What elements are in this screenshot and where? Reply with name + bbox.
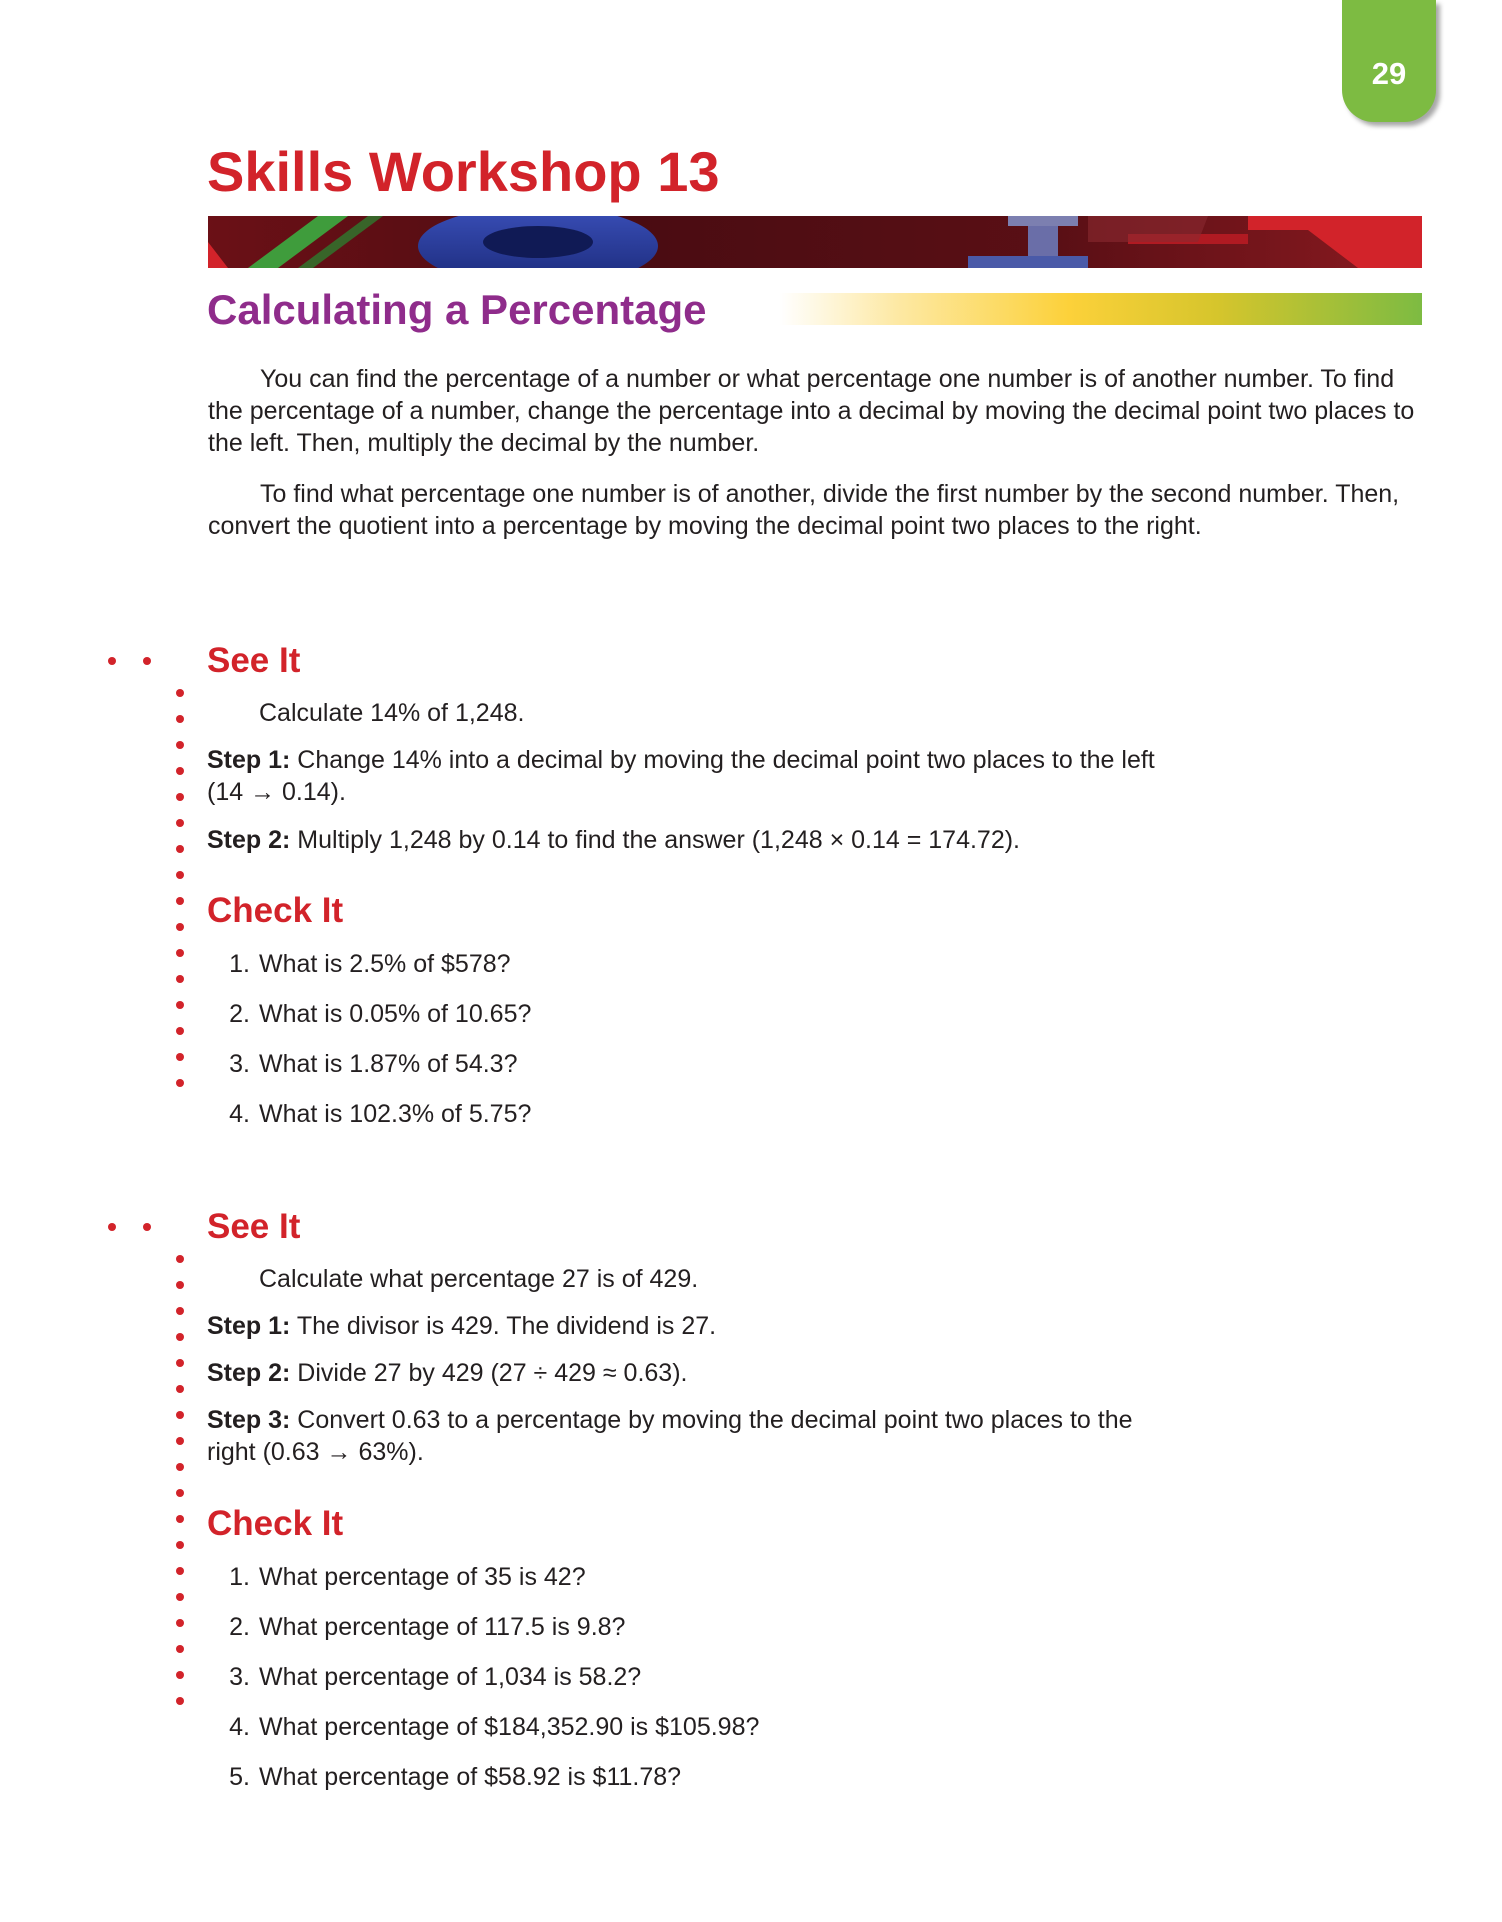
problem-number: 3. (229, 1663, 250, 1691)
step-label: Step 1: (207, 1312, 291, 1340)
problem-text: What is 102.3% of 5.75? (259, 1100, 532, 1128)
problem-number: 1. (229, 1563, 250, 1591)
problem-number: 5. (229, 1763, 250, 1791)
problem-text: What is 1.87% of 54.3? (259, 1050, 518, 1078)
problem-number: 2. (229, 1613, 250, 1641)
dotted-guide-icon (0, 1199, 200, 1759)
problem-text: What percentage of 1,034 is 58.2? (259, 1663, 642, 1691)
step-text: Multiply 1,248 by 0.14 to find the answer (1,248 × 0.14 = 174.72). (290, 826, 1020, 854)
step-text: Convert 0.63 to a percentage by moving the decimal point two places to the right (0.63 → 63%). (207, 1406, 1133, 1466)
step-label: Step 1: (207, 746, 291, 774)
step-2 (207, 1357, 1167, 1389)
problem-text: What is 0.05% of 10.65? (259, 1000, 532, 1028)
intro-paragraph: To find what percentage one number is of another, divide the first number by the second number. Then, convert the quotient into a percentage by moving the decimal point two places to the right. (208, 480, 1400, 540)
problem-number: 4. (229, 1100, 250, 1128)
banner-graphic (208, 216, 1422, 268)
problem-number: 1. (229, 950, 250, 978)
problem-text: What percentage of 117.5 is 9.8? (259, 1613, 626, 1641)
problem-text: What percentage of 35 is 42? (259, 1563, 586, 1591)
numbers-banner-image (208, 216, 1422, 268)
check-it-heading: Check It (207, 1504, 344, 1543)
problem-text: What is 2.5% of $578? (259, 950, 511, 978)
title-gradient-rule (780, 293, 1422, 325)
problem-number: 2. (229, 1000, 250, 1028)
step-label: Step 3: (207, 1406, 291, 1434)
step-label: Step 2: (207, 826, 291, 854)
see-it-heading: See It (207, 1207, 301, 1246)
intro-paragraph: You can find the percentage of a number or what percentage one number is of another number. To find the percentage of a number, change the percentage into a decimal by moving the decimal point two places to the left. Then, multiply the decimal by the number. (208, 365, 1415, 457)
dotted-guide-icon (0, 633, 200, 1193)
step-3 (207, 1404, 1167, 1468)
example-prompt: Calculate what percentage 27 is of 429. (259, 1265, 699, 1293)
step-label: Step 2: (207, 1359, 291, 1387)
problem-text: What percentage of $58.92 is $11.78? (259, 1763, 682, 1791)
problem-number: 4. (229, 1713, 250, 1741)
step-1 (207, 744, 1167, 808)
step-text: The divisor is 429. The dividend is 27. (290, 1312, 717, 1340)
section-title: Calculating a Percentage (207, 286, 707, 333)
step-text: Divide 27 by 429 (27 ÷ 429 ≈ 0.63). (290, 1359, 688, 1387)
problem-text: What percentage of $184,352.90 is $105.98? (259, 1713, 760, 1741)
check-it-heading: Check It (207, 891, 344, 930)
see-it-heading: See It (207, 641, 301, 680)
step-1 (207, 1310, 1167, 1342)
intro-text (208, 363, 1422, 561)
page-number: 29 (1371, 56, 1407, 91)
step-text: Change 14% into a decimal by moving the decimal point two places to the left (14 → 0.14). (207, 746, 1155, 806)
example-prompt: Calculate 14% of 1,248. (259, 699, 525, 727)
problem-number: 3. (229, 1050, 250, 1078)
workshop-title: Skills Workshop 13 (207, 140, 720, 203)
step-2 (207, 824, 1167, 856)
